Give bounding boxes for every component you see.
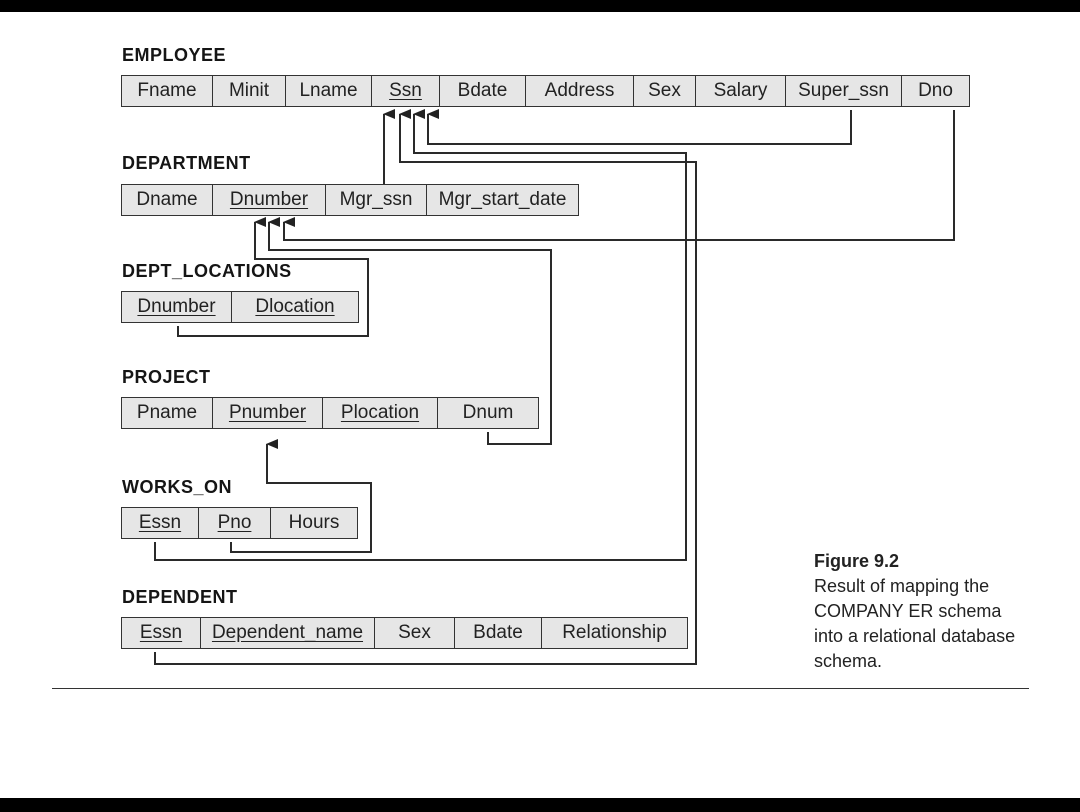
caption-line: COMPANY ER schema bbox=[814, 601, 1002, 621]
attribute-label: Super_ssn bbox=[798, 80, 889, 101]
attribute-label: Dnumber bbox=[137, 296, 216, 317]
horizontal-rule bbox=[52, 688, 1029, 689]
schema-diagram bbox=[0, 12, 1080, 798]
caption-line: schema. bbox=[814, 651, 883, 671]
attribute-label: Ssn bbox=[389, 80, 422, 101]
attribute-label: Salary bbox=[713, 80, 768, 101]
caption-line: into a relational database bbox=[814, 626, 1016, 646]
attribute-label: Sex bbox=[398, 622, 431, 643]
fk-dnum-to-dnumber bbox=[269, 222, 551, 444]
attribute-label: Pno bbox=[217, 512, 252, 533]
attribute-label: Essn bbox=[139, 622, 183, 643]
attribute-label: Minit bbox=[228, 80, 270, 101]
attribute-label: Dname bbox=[136, 189, 198, 210]
attribute-label: Lname bbox=[299, 80, 358, 101]
attribute-label: Bdate bbox=[457, 80, 508, 101]
attribute-label: Essn bbox=[138, 512, 182, 533]
attribute-label: Dlocation bbox=[255, 296, 335, 317]
attribute-label: Sex bbox=[648, 80, 681, 101]
dependent-title: DEPENDENT bbox=[122, 587, 238, 607]
attribute-label: Mgr_ssn bbox=[339, 189, 413, 210]
attribute-label: Dno bbox=[918, 80, 953, 101]
figure-number: Figure 9.2 bbox=[814, 551, 900, 571]
fk-pno-to-pnumber bbox=[231, 444, 371, 552]
attribute-label: Address bbox=[544, 80, 615, 101]
fk-dependent-essn-to-ssn bbox=[155, 114, 696, 664]
attribute-label: Dnumber bbox=[229, 189, 309, 210]
employee-title: EMPLOYEE bbox=[122, 45, 227, 65]
foreign-key-arrows bbox=[0, 12, 1080, 798]
attribute-label: Fname bbox=[137, 80, 197, 101]
attribute-label: Mgr_start_date bbox=[438, 189, 567, 210]
attribute-label: Pnumber bbox=[228, 402, 307, 423]
attribute-label: Pname bbox=[136, 402, 198, 423]
attribute-label: Dependent_name bbox=[211, 622, 364, 643]
project-title: PROJECT bbox=[122, 367, 211, 387]
attribute-label: Hours bbox=[288, 512, 340, 533]
department-title: DEPARTMENT bbox=[122, 153, 251, 173]
fk-super-ssn-to-ssn bbox=[428, 110, 851, 144]
attribute-label: Plocation bbox=[340, 402, 420, 423]
caption-line: Result of mapping the bbox=[814, 576, 990, 596]
figure-caption bbox=[814, 549, 1015, 674]
attribute-label: Relationship bbox=[562, 622, 667, 643]
works-on-title: WORKS_ON bbox=[122, 477, 233, 497]
attribute-label: Dnum bbox=[462, 402, 514, 423]
dept-locations-title: DEPT_LOCATIONS bbox=[122, 261, 292, 281]
attribute-label: Bdate bbox=[473, 622, 523, 643]
